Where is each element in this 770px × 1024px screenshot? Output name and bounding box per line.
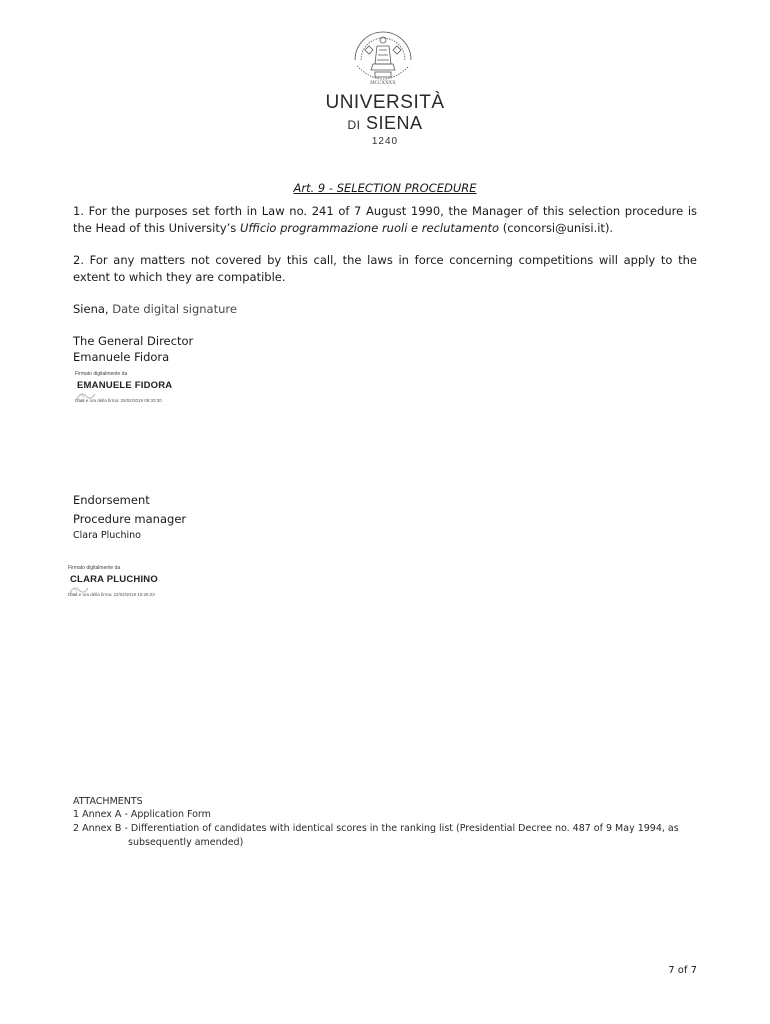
signature-caption: Firmato digitalmente da (75, 371, 128, 377)
attachment-item-2: 2 Annex B - Differentiation of candidates with identical scores in the ranking list (Presidential Decree no. 487 of 9 May 1994, as (73, 823, 679, 834)
signature-date: Data e ora della firma: 22/02/2019 10:26:23 (68, 592, 155, 597)
general-director-name: Emanuele Fidora (73, 350, 170, 364)
para1-text-end: (concorsi@unisi.it). (499, 221, 614, 235)
signoff-place: Siena, (73, 302, 109, 316)
attachment-item-1: 1 Annex A - Application Form (73, 809, 211, 820)
signature-caption: Firmato digitalmente da (68, 565, 121, 571)
signoff-date-label: Date digital signature (112, 302, 237, 316)
signature-signer: CLARA PLUCHINO (70, 574, 158, 585)
article-paragraph-1 (73, 203, 697, 237)
university-seal-icon (345, 20, 421, 90)
endorsement-label: Endorsement (73, 493, 150, 507)
svg-text:MCCXXXX: MCCXXXX (370, 81, 396, 86)
page-number: 7 of 7 (668, 965, 697, 976)
attachment-item-2-continued: subsequently amended) (128, 837, 244, 848)
university-siena: SIENA (365, 113, 423, 133)
signature-date: Data e ora della firma: 25/02/2019 09:33:30 (75, 398, 162, 403)
university-name-line2 (0, 113, 770, 134)
article-paragraph-2: 2. For any matters not covered by this call, the laws in force concerning competitions will apply to the extent to which they are compatible. (73, 253, 697, 284)
university-di: DI (347, 118, 361, 132)
university-year: 1240 (371, 136, 399, 147)
university-name-line1: UNIVERSITÀ (325, 92, 445, 113)
general-director-role: The General Director (73, 334, 194, 348)
attachments-title: ATTACHMENTS (73, 796, 143, 807)
signoff-place-date (73, 301, 237, 318)
signature-signer: EMANUELE FIDORA (77, 380, 173, 391)
procedure-manager-role: Procedure manager (73, 512, 187, 526)
procedure-manager-name: Clara Pluchino (73, 530, 141, 541)
digital-signature-stamp-1 (75, 371, 225, 411)
article-title: Art. 9 - SELECTION PROCEDURE (293, 181, 477, 195)
digital-signature-stamp-2 (68, 565, 218, 605)
para1-text-start: 1. For the purposes set forth in Law no. 241 of 7 August 1990, the Manager of this selection procedure is the Head of this University’s (73, 204, 697, 235)
para1-italic-office: Ufficio programmazione ruoli e reclutamento (239, 221, 500, 235)
